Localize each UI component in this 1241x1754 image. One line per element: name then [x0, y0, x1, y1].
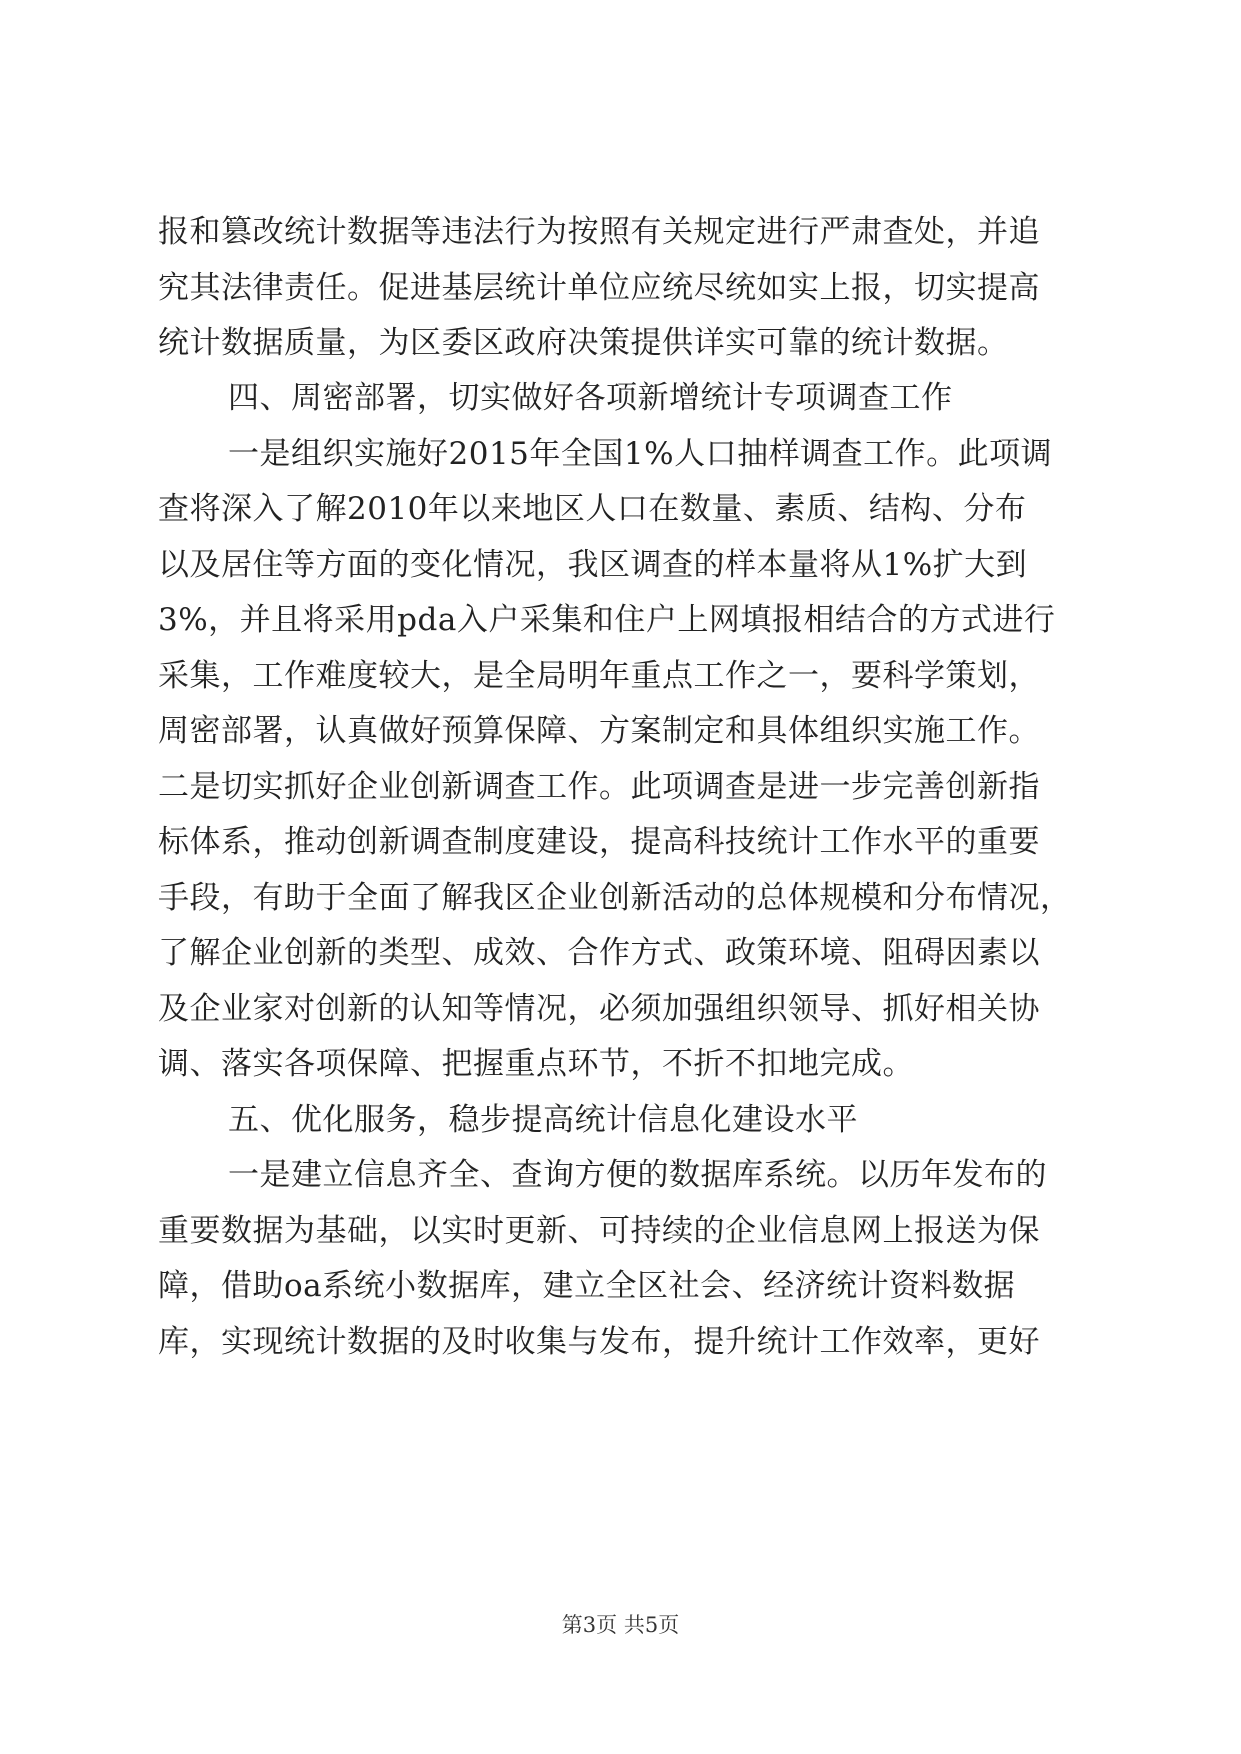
text-line: 报和篡改统计数据等违法行为按照有关规定进行严肃查处，并追 [158, 214, 1040, 250]
text-line: 统计数据质量，为区委区政府决策提供详实可靠的统计数据。 [158, 325, 1009, 361]
text-line: 3%，并且将采用pda入户采集和住户上网填报相结合的方式进行 [158, 602, 1056, 638]
text-line: 调、落实各项保障、把握重点环节，不折不扣地完成。 [158, 1046, 914, 1082]
text-line: 查将深入了解2010年以来地区人口在数量、素质、结构、分布 [158, 491, 1027, 527]
section-heading: 五、优化服务，稳步提高统计信息化建设水平 [228, 1102, 858, 1138]
page-footer: 第3页 共5页 [561, 1613, 680, 1637]
text-line: 一是组织实施好2015年全国1%人口抽样调查工作。此项调 [228, 436, 1053, 472]
text-line: 以及居住等方面的变化情况，我区调查的样本量将从1%扩大到 [158, 547, 1028, 583]
text-line: 了解企业创新的类型、成效、合作方式、政策环境、阻碍因素以 [158, 935, 1040, 971]
text-line: 手段，有助于全面了解我区企业创新活动的总体规模和分布情况， [158, 880, 1072, 916]
text-line: 障，借助oa系统小数据库，建立全区社会、经济统计资料数据 [158, 1268, 1016, 1304]
text-line: 一是建立信息齐全、查询方便的数据库系统。以历年发布的 [228, 1157, 1047, 1193]
text-line: 标体系，推动创新调查制度建设，提高科技统计工作水平的重要 [158, 824, 1040, 860]
text-line: 周密部署，认真做好预算保障、方案制定和具体组织实施工作。 [158, 713, 1040, 749]
section-heading: 四、周密部署，切实做好各项新增统计专项调查工作 [228, 380, 953, 416]
text-line: 二是切实抓好企业创新调查工作。此项调查是进一步完善创新指 [158, 769, 1040, 805]
text-line: 采集，工作难度较大，是全局明年重点工作之一，要科学策划， [158, 658, 1040, 694]
text-line: 及企业家对创新的认知等情况，必须加强组织领导、抓好相关协 [158, 991, 1040, 1027]
text-line: 重要数据为基础，以实时更新、可持续的企业信息网上报送为保 [158, 1213, 1040, 1249]
text-line: 究其法律责任。促进基层统计单位应统尽统如实上报，切实提高 [158, 270, 1040, 306]
text-line: 库，实现统计数据的及时收集与发布，提升统计工作效率，更好 [158, 1324, 1040, 1360]
